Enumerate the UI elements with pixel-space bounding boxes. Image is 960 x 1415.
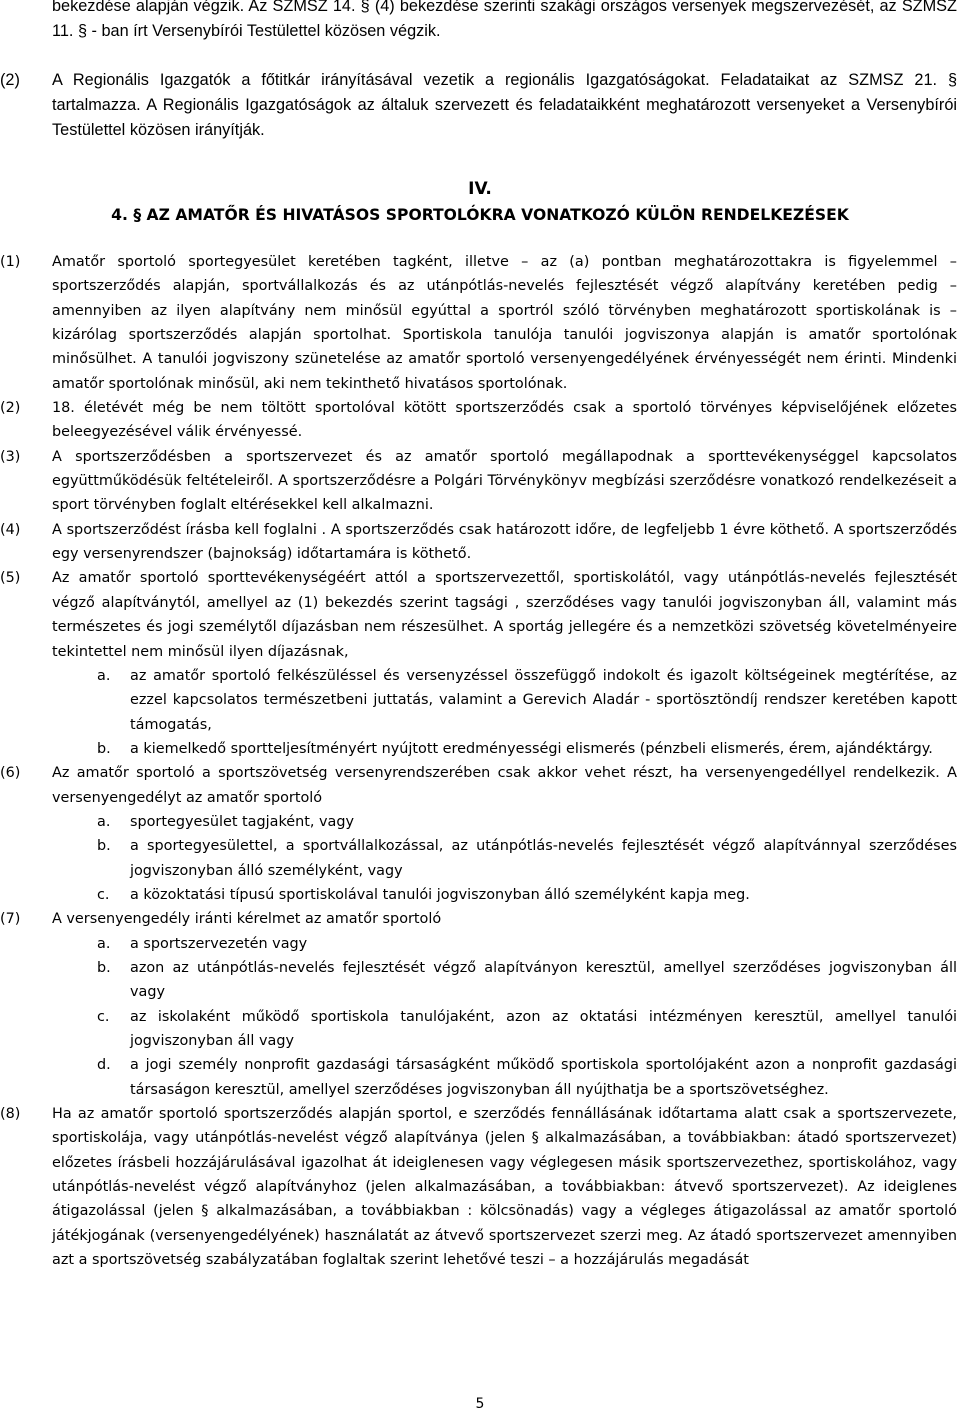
paragraph-number: (7)	[0, 911, 21, 928]
list-item-letter: a.	[97, 813, 111, 830]
list-item	[0, 664, 960, 737]
paragraph-text: Ha az amatőr sportoló sportszerződés alapján sportol, e szerződés fennállásának időtartama alatt csak a sportszervezete, sportiskolája, vagy utánpótlás-nevelést végző alapítványa (jelen § alkalmazásában, a továbbiakban: átadó sportszervezet) előzetes írásbeli hozzájárulásával igazolhat át ideiglenesen vagy véglegesen másik sportszervezethez, sportiskolához, vagy utánpótlás-nevelést végző alapítványhoz (jelen alkalmazásában, a továbbiakban: átvevő sportszervezet). Az ideiglenes átigazolással (jelen § alkalmazásában, a továbbiakban : kölcsönadás) vagy a végleges átigazolással az amatőr sportoló játékjogának (versenyengedélyének) használatát az átvevő sportszervezet szerzi meg. Az átadó sportszervezet amennyiben azt a sportszövetség szabályzatában foglaltak szerint lehetővé teszi – a hozzájárulás megadását	[52, 1106, 957, 1269]
paragraph-regional-directors	[0, 68, 957, 143]
list-item	[0, 1005, 960, 1054]
paragraph-4	[0, 518, 960, 567]
paragraph-text: A sportszerződésben a sportszervezet és az amatőr sportoló megállapodnak a sporttevékenységgel kapcsolatos együttműködésük feltételeiről. A sportszerződésre a Polgári Törvénykönyv megbízási szerződésre vonatkozó rendelkezéseit a sport törvényben foglalt eltérésekkel kell alkalmazni.	[52, 448, 957, 514]
list-item-letter: b.	[97, 959, 111, 976]
list-item	[0, 834, 960, 883]
paragraph-text: Az amatőr sportoló sporttevékenységéért attól a sportszervezettől, sportiskolától, vagy utánpótlás-nevelés fejlesztését végző alapítványtól, amellyel az (1) bekezdés szerint tagsági , szerződéses vagy tanulói jogviszonyban áll, valamint más természetes és jogi személytől díjazásban nem részesülhet. A sportág jellegére és a nemzetközi szövetség követelményeire tekintettel nem minősül ilyen díjazásnak,	[52, 570, 957, 660]
paragraph-6	[0, 761, 960, 810]
list-item	[0, 737, 960, 761]
list-item-text: azon az utánpótlás-nevelés fejlesztését végző alapítványon keresztül, amellyel szerződéses jogviszonyban áll vagy	[130, 959, 957, 1001]
paragraph-number: (3)	[0, 448, 21, 465]
list-item-letter: c.	[97, 886, 110, 903]
paragraph-text: A Regionális Igazgatók a főtitkár irányításával vezetik a regionális Igazgatóságokat. Feladataikat az SZMSZ 21. § tartalmazza. A Regionális Igazgatóságok az általuk szervezett és feladataikként meghatározott versenyeket a Versenybírói Testülettel közösen irányítják.	[52, 71, 957, 139]
paragraph-text: A sportszerződést írásba kell foglalni . A sportszerződés csak határozott időre, de legfeljebb 1 évre köthető. A sportszerződés egy versenyrendszer (bajnokság) időtartamára is köthető.	[52, 521, 957, 563]
paragraph-number: (2)	[0, 71, 20, 89]
paragraph-text: Az amatőr sportoló a sportszövetség versenyrendszerében csak akkor vehet részt, ha versenyengedéllyel rendelkezik. A versenyengedélyt az amatőr sportoló	[52, 765, 957, 806]
paragraph-5	[0, 566, 960, 663]
paragraph-number: (8)	[0, 1106, 21, 1123]
continuation-paragraph	[52, 0, 957, 44]
list-item-text: a jogi személy nonprofit gazdasági társaságként működő sportiskola sportolójaként azon a nonprofit gazdasági társaságon keresztül, amellyel szerződéses jogviszonyban áll nyújthatja be a sportszövetséghez.	[130, 1057, 957, 1098]
paragraph-1	[0, 250, 960, 396]
section-body	[0, 250, 960, 1272]
list-item-text: az iskolaként működő sportiskola tanulójaként, azon az oktatási intézményen keresztül, amellyel tanulói jogviszonyban áll vagy	[130, 1008, 957, 1049]
paragraph-2	[0, 396, 960, 445]
paragraph-number: (6)	[0, 765, 21, 782]
chapter-number: IV.	[468, 179, 492, 199]
paragraph-7	[0, 907, 960, 931]
list-item	[0, 883, 960, 907]
list-item-letter: b.	[97, 838, 111, 855]
list-item	[0, 956, 960, 1005]
paragraph-text: A versenyengedély iránti kérelmet az amatőr sportoló	[52, 911, 442, 928]
paragraph-number: (2)	[0, 400, 21, 417]
paragraph-text: 18. életévét még be nem töltött sportolóval kötött sportszerződés csak a sportoló törvényes képviselőjének előzetes beleegyezésével válik érvényessé.	[52, 400, 957, 441]
paragraph-number: (1)	[0, 254, 21, 270]
list-item	[0, 810, 960, 834]
list-item-letter: a.	[97, 667, 111, 684]
continuation-text: bekezdése alapján végzik. Az SZMSZ 14. § (4) bekezdése szerinti szakági országos versenyek megszervezését, az SZMSZ 11. § - ban írt Versenybírói Testülettel közösen végzik.	[52, 0, 957, 40]
list-item-text: a sportegyesülettel, a sportvállalkozással, az utánpótlás-nevelés fejlesztését végző alapítvánnyal szerződéses jogviszonyban álló személyként, vagy	[130, 838, 957, 879]
paragraph-number: (4)	[0, 521, 21, 538]
section-title: 4. § AZ AMATŐR ÉS HIVATÁSOS SPORTOLÓKRA VONATKOZÓ KÜLÖN RENDELKEZÉSEK	[111, 206, 849, 224]
paragraph-number: (5)	[0, 570, 21, 587]
paragraph-text: Amatőr sportoló sportegyesület keretében tagként, illetve – az (a) pontban meghatározottakra is figyelemmel – sportszerződés alapján, sportvállalkozás és az utánpótlás-nevelés fejlesztését végző alapítvány keretében pedig – amennyiben az ilyen alapítvány nem minősül egyúttal a sportról szóló törvényben meghatározott sportiskolának is – kizárólag sportszerződés alapján sportolhat. Sportiskola tanulója tanulói jogviszonya alapján is amatőr sportolónak minősülhet. A tanulói jogviszony szünetelése az amatőr sportoló versenyengedélyének érvényességét nem érinti. Mindenki amatőr sportolónak minősül, aki nem tekinthető hivatásos sportolónak.	[52, 254, 957, 392]
list-item-letter: a.	[97, 935, 111, 952]
list-item	[0, 932, 960, 956]
list-item-letter: c.	[97, 1008, 110, 1025]
page-number: 5	[475, 1396, 485, 1412]
list-item-text: a közoktatási típusú sportiskolával tanulói jogviszonyban álló személyként kapja meg.	[130, 886, 750, 903]
list-item-text: a kiemelkedő sportteljesítményért nyújtott eredményességi elismerés (pénzbeli elismerés, érem, ajándéktárgy.	[130, 740, 933, 757]
paragraph-3	[0, 445, 960, 518]
list-item-text: sportegyesület tagjaként, vagy	[130, 813, 355, 830]
list-item	[0, 1053, 960, 1102]
list-item-letter: d.	[97, 1057, 111, 1074]
paragraph-8	[0, 1102, 960, 1272]
list-item-text: az amatőr sportoló felkészüléssel és versenyzéssel összefüggő indokolt és igazolt költségeinek megtérítése, az ezzel kapcsolatos természetbeni juttatás, valamint a Gerevich Aladár - sportösztöndíj rendszer keretében kapott támogatás,	[130, 667, 957, 733]
list-item-letter: b.	[97, 740, 111, 757]
list-item-text: a sportszervezetén vagy	[130, 935, 308, 952]
